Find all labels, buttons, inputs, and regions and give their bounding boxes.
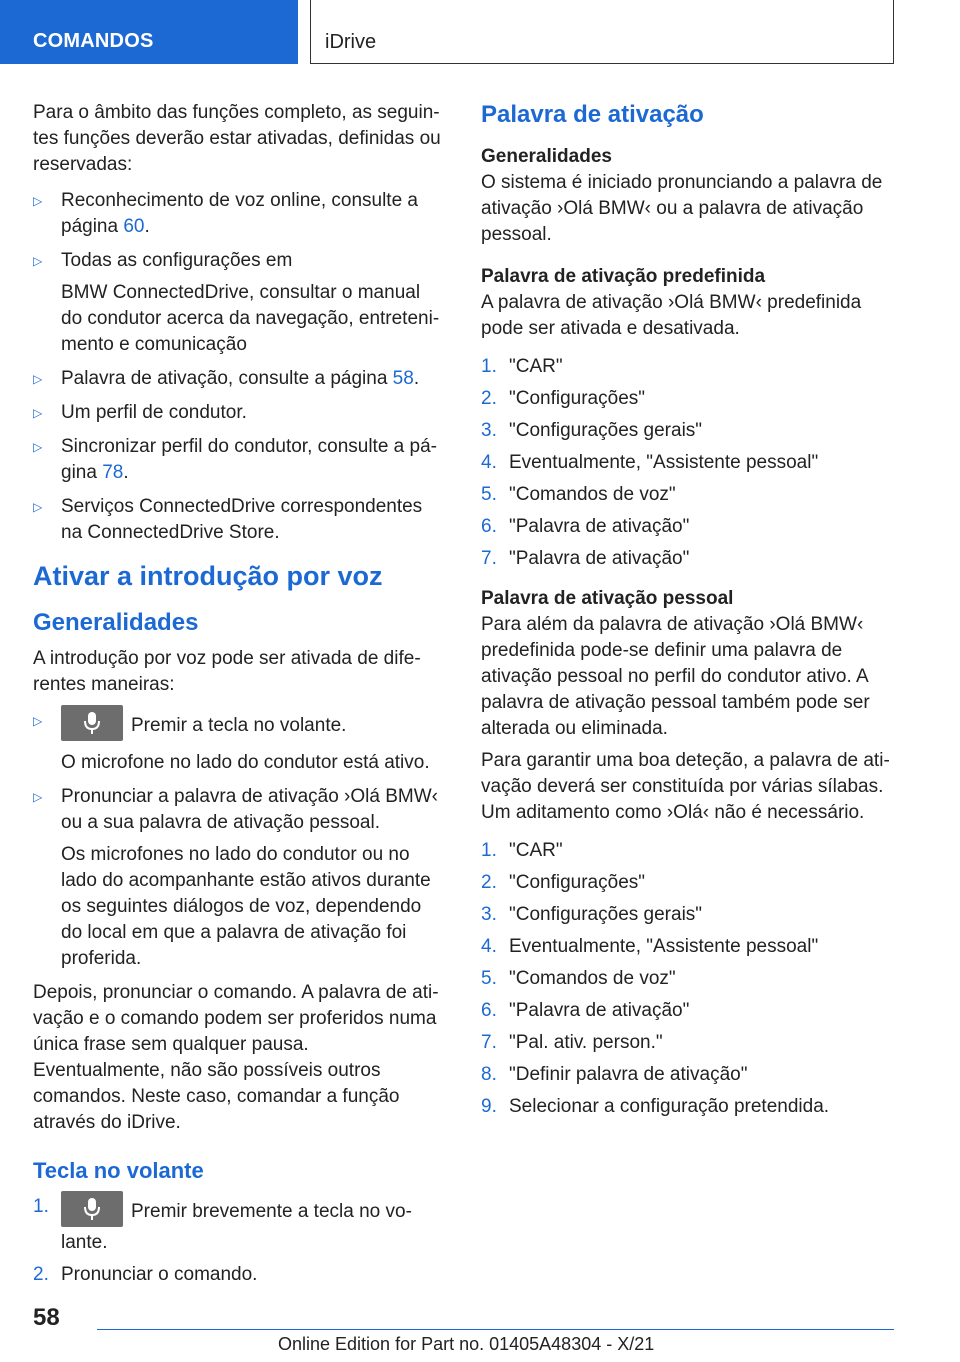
paragraph: Para além da palavra de ativação ›Olá BMW‹ predefinida pode-se definir uma palavra de ativação pessoal no perfil do condutor ativo. A palavra de ativação pessoal também pode ser alterada ou eliminada.: [481, 614, 870, 739]
paragraph: A palavra de ativação ›Olá BMW‹ predefinida pode ser ativada e desativada.: [481, 292, 862, 339]
triangle-bullet-icon: ▷: [33, 440, 43, 454]
footer-edition: Online Edition for Part no. 01405A48304 - X/21: [278, 1334, 655, 1354]
step-number: 1.: [481, 356, 497, 377]
list-item: [481, 998, 895, 1024]
step-number: 2.: [481, 388, 497, 409]
steps-list: [481, 838, 895, 1120]
subsection-heading: Generalidades: [33, 609, 199, 636]
list-item: ▷ Sincronizar perfil do condutor, consulte a página 78.: [33, 436, 437, 483]
triangle-bullet-icon: ▷: [33, 500, 43, 514]
paragraph: O sistema é iniciado pronunciando a palavra de ativação ›Olá BMW‹ ou a palavra de ativação pessoal.: [481, 172, 883, 245]
step-number: 5.: [481, 968, 497, 989]
header-section-title: COMANDOS: [33, 30, 154, 52]
microphone-icon: [61, 705, 123, 741]
header-subsection-title: iDrive: [325, 31, 377, 53]
page-link[interactable]: 58: [392, 368, 414, 389]
step-text: "Configurações gerais": [509, 904, 703, 925]
step-number: 8.: [481, 1064, 497, 1085]
page-number: 58: [33, 1304, 60, 1331]
header-subsection-tab: [310, 0, 894, 64]
list-item: [481, 1094, 895, 1120]
footer-divider: [97, 1329, 894, 1330]
step-text: "Palavra de ativação": [509, 516, 690, 537]
step-text: Eventualmente, "Assistente pessoal": [509, 936, 819, 957]
intro-paragraph: Para o âmbito das funções completo, as seguintes funções deverão estar ativadas, definidas ou reservadas:: [33, 102, 441, 175]
triangle-bullet-icon: ▷: [33, 714, 43, 728]
step-number: 6.: [481, 516, 497, 537]
list-item: [481, 934, 895, 960]
step-number: 7.: [481, 1032, 497, 1053]
step-text: Selecionar a configuração pretendida.: [509, 1096, 830, 1117]
step-number: 4.: [481, 452, 497, 473]
step-number: 1.: [33, 1196, 49, 1217]
step-number: 2.: [481, 872, 497, 893]
step-text: "Configurações": [509, 388, 646, 409]
step-text: "Palavra de ativação": [509, 1000, 690, 1021]
list-item: [481, 386, 895, 412]
list-item: [481, 514, 895, 540]
paragraph: Para garantir uma boa deteção, a palavra de ativação deverá ser constituída por várias sílabas. Um aditamento como ›Olá‹ não é necessário.: [481, 750, 890, 823]
list-item: ▷ Premir a tecla no volante. O microfone no lado do condutor está ativo.: [33, 708, 445, 776]
list-item: [481, 870, 895, 896]
list-item: ▷ Todas as configurações em BMW ConnectedDrive, consultar o manual do condutor acerca da navegação, entretenimento e comunicação: [33, 250, 440, 355]
minor-heading: Palavra de ativação predefinida: [481, 266, 766, 287]
step-number: 9.: [481, 1096, 497, 1117]
left-column: [33, 100, 445, 1294]
general-paragraph: A introdução por voz pode ser ativada de diferentes maneiras:: [33, 648, 421, 695]
list-item: 1. Premir brevemente a tecla no volante.: [33, 1194, 445, 1256]
list-item: [481, 418, 895, 444]
list-item: ▷ Um perfil de condutor.: [33, 400, 445, 426]
step-text: "CAR": [509, 356, 563, 377]
step-number: 7.: [481, 548, 497, 569]
step-text: "Pal. ativ. person.": [509, 1032, 663, 1053]
step-number: 6.: [481, 1000, 497, 1021]
step-text: "Configurações": [509, 872, 646, 893]
triangle-bullet-icon: ▷: [33, 372, 43, 386]
triangle-bullet-icon: ▷: [33, 790, 43, 804]
page-link[interactable]: 60: [123, 216, 145, 237]
minor-heading: Generalidades: [481, 146, 612, 167]
step-number: 4.: [481, 936, 497, 957]
step-text: "Configurações gerais": [509, 420, 703, 441]
right-column: [481, 100, 895, 1126]
list-item: [481, 1030, 895, 1056]
subsection-heading: Tecla no volante: [33, 1158, 204, 1183]
triangle-bullet-icon: ▷: [33, 406, 43, 420]
triangle-bullet-icon: ▷: [33, 254, 43, 268]
list-item: [481, 966, 895, 992]
step-text: "CAR": [509, 840, 563, 861]
steps-list: [481, 354, 895, 572]
list-item: [481, 482, 895, 508]
list-item: [481, 838, 895, 864]
section-heading: Ativar a introdução por voz: [33, 561, 383, 591]
list-item: [481, 1062, 895, 1088]
step-text: "Comandos de voz": [509, 484, 676, 505]
step-number: 2.: [33, 1264, 49, 1285]
list-item: [481, 546, 895, 572]
after-paragraph: Depois, pronunciar o comando. A palavra de ativação e o comando podem ser proferidos numa única frase sem qualquer pausa. Eventualmente, não são possíveis outros comandos. Neste caso, comandar a função através do iDrive.: [33, 982, 439, 1133]
list-item: ▷ Serviços ConnectedDrive correspondentes na ConnectedDrive Store.: [33, 496, 423, 543]
step-text: "Definir palavra de ativação": [509, 1064, 748, 1085]
step-number: 3.: [481, 420, 497, 441]
triangle-bullet-icon: ▷: [33, 194, 43, 208]
step-text: "Palavra de ativação": [509, 548, 690, 569]
list-item: [481, 450, 895, 476]
step-text: Eventualmente, "Assistente pessoal": [509, 452, 819, 473]
minor-heading: Palavra de ativação pessoal: [481, 588, 734, 609]
step-text: "Comandos de voz": [509, 968, 676, 989]
subsection-heading: Palavra de ativação: [481, 101, 704, 128]
page-link[interactable]: 78: [102, 462, 124, 483]
list-item: [481, 902, 895, 928]
step-number: 5.: [481, 484, 497, 505]
list-item: [481, 354, 895, 380]
microphone-icon: [61, 1191, 123, 1227]
list-item: ▷ Pronunciar a palavra de ativação ›Olá BMW‹ ou a sua palavra de ativação pessoal. Os microfones no lado do condutor ou no lado do acompanhante estão ativos durante os seguintes diálogos de voz, dependendo do local em que a palavra de ativação foi proferida.: [33, 786, 438, 969]
step-number: 3.: [481, 904, 497, 925]
list-item: ▷ Palavra de ativação, consulte a página 58.: [33, 366, 445, 392]
step-number: 1.: [481, 840, 497, 861]
list-item: ▷ Reconhecimento de voz online, consulte a página 60.: [33, 190, 419, 237]
list-item: 2. Pronunciar o comando.: [33, 1262, 445, 1288]
header-section-tab: [0, 0, 298, 64]
